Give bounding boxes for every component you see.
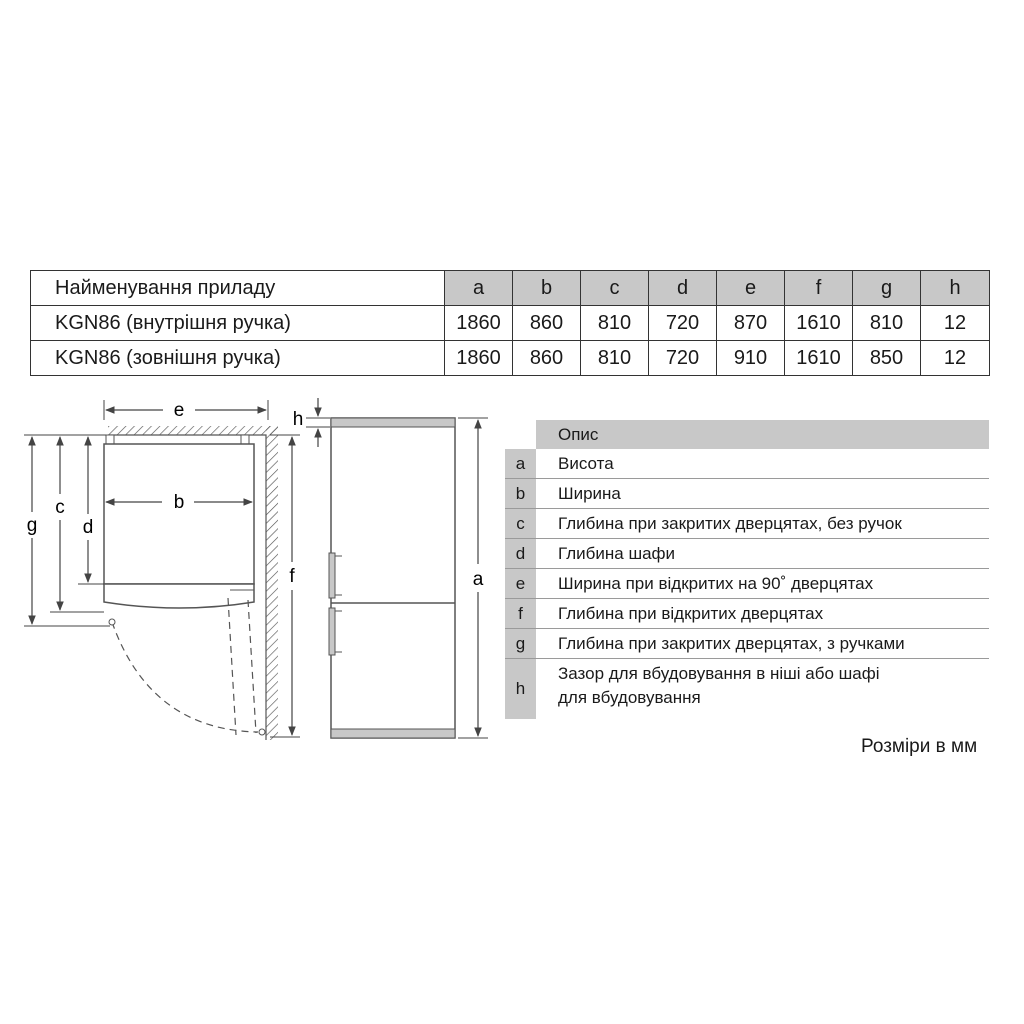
top-view-drawing bbox=[24, 400, 300, 740]
dim-label-d: d bbox=[82, 517, 94, 538]
table-row bbox=[31, 306, 990, 341]
list-item bbox=[505, 449, 989, 479]
dimensions-header-row bbox=[31, 271, 990, 306]
model-name-header: Найменування приладу bbox=[31, 271, 445, 306]
legend-letter: a bbox=[505, 449, 536, 478]
dimensions-table bbox=[30, 270, 990, 376]
value-cell-g: 810 bbox=[853, 306, 921, 341]
value-cell-a: 1860 bbox=[445, 306, 513, 341]
dim-label-e: e bbox=[173, 400, 185, 421]
legend-description: Ширина bbox=[558, 483, 621, 503]
list-item bbox=[505, 599, 989, 629]
wall-hatch-top bbox=[108, 426, 278, 435]
value-cell-h: 12 bbox=[921, 341, 990, 376]
value-cell-d: 720 bbox=[649, 341, 717, 376]
legend-header-row bbox=[505, 420, 989, 449]
dim-label-b: b bbox=[173, 492, 185, 513]
header-letter-d: d bbox=[649, 271, 717, 306]
table-row bbox=[31, 341, 990, 376]
legend-description: Глибина при закритих дверцятах, без ручок bbox=[558, 513, 902, 533]
legend-description: Зазор для вбудовування в ніші або шафі для вбудовування bbox=[558, 664, 880, 707]
value-cell-f: 1610 bbox=[785, 341, 853, 376]
header-letter-e: e bbox=[717, 271, 785, 306]
legend-header-label: Опис bbox=[558, 424, 599, 444]
value-cell-a: 1860 bbox=[445, 341, 513, 376]
dim-label-c: c bbox=[55, 497, 65, 518]
dimension-drawing bbox=[0, 390, 500, 750]
legend-letter: e bbox=[505, 569, 536, 598]
legend-description: Ширина при відкритих на 90˚ дверцятах bbox=[558, 573, 874, 593]
value-cell-d: 720 bbox=[649, 306, 717, 341]
upper-handle bbox=[329, 553, 335, 598]
model-name-cell: KGN86 (зовнішня ручка) bbox=[31, 341, 445, 376]
header-letter-c: c bbox=[581, 271, 649, 306]
value-cell-c: 810 bbox=[581, 341, 649, 376]
fridge-door-top-view bbox=[104, 584, 254, 608]
list-item bbox=[505, 569, 989, 599]
legend-table bbox=[505, 420, 989, 719]
value-cell-c: 810 bbox=[581, 306, 649, 341]
legend-description: Висота bbox=[558, 453, 614, 473]
list-item bbox=[505, 479, 989, 509]
legend-letter: h bbox=[505, 659, 536, 719]
legend-letter: b bbox=[505, 479, 536, 508]
value-cell-e: 910 bbox=[717, 341, 785, 376]
list-item bbox=[505, 659, 989, 719]
header-letter-b: b bbox=[513, 271, 581, 306]
header-letter-g: g bbox=[853, 271, 921, 306]
legend-letter: c bbox=[505, 509, 536, 538]
header-letter-f: f bbox=[785, 271, 853, 306]
value-cell-e: 870 bbox=[717, 306, 785, 341]
legend-description: Глибина шафи bbox=[558, 543, 676, 563]
dim-label-h: h bbox=[292, 409, 304, 430]
model-name-cell: KGN86 (внутрішня ручка) bbox=[31, 306, 445, 341]
fridge-body-side-view bbox=[331, 418, 455, 738]
units-note: Розміри в мм bbox=[861, 736, 978, 757]
side-view-drawing bbox=[293, 398, 488, 738]
value-cell-g: 850 bbox=[853, 341, 921, 376]
fridge-body-top-view bbox=[104, 444, 254, 584]
list-item bbox=[505, 629, 989, 659]
legend-letter: f bbox=[505, 599, 536, 628]
dim-label-g: g bbox=[26, 515, 38, 536]
dim-label-f: f bbox=[289, 566, 295, 587]
value-cell-f: 1610 bbox=[785, 306, 853, 341]
legend-letter: g bbox=[505, 629, 536, 658]
dim-label-a: a bbox=[472, 569, 484, 590]
list-item bbox=[505, 539, 989, 569]
value-cell-h: 12 bbox=[921, 306, 990, 341]
legend-description: Глибина при закритих дверцятах, з ручками bbox=[558, 633, 905, 653]
header-letter-h: h bbox=[921, 271, 990, 306]
legend-letter: d bbox=[505, 539, 536, 568]
wall-hatch-right bbox=[266, 426, 278, 740]
header-letter-a: a bbox=[445, 271, 513, 306]
value-cell-b: 860 bbox=[513, 306, 581, 341]
legend-description: Глибина при відкритих дверцятах bbox=[558, 603, 824, 623]
value-cell-b: 860 bbox=[513, 341, 581, 376]
lower-handle bbox=[329, 608, 335, 655]
list-item bbox=[505, 509, 989, 539]
